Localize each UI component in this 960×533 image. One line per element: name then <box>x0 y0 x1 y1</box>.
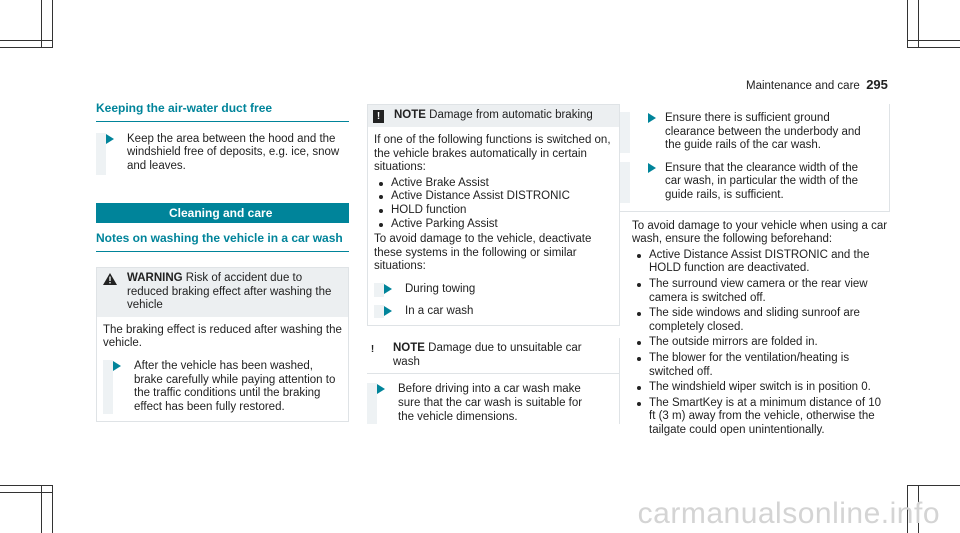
warning-label: WARNING <box>127 271 183 284</box>
step-ground-clearance <box>620 112 889 153</box>
function-list <box>374 177 613 231</box>
chapter-band: Cleaning and care <box>96 203 349 223</box>
bullet-icon <box>637 283 641 287</box>
list-item: Active Parking Assist <box>374 218 613 232</box>
crop-mark <box>52 0 53 48</box>
step-towing <box>374 283 613 297</box>
watermark: carmanualsonline.info <box>637 497 940 531</box>
step-bar <box>367 383 377 424</box>
step-car-wash <box>374 305 613 319</box>
crop-mark <box>0 485 52 486</box>
section-title-car-wash: Notes on washing the vehicle in a car wash <box>96 232 349 252</box>
warning-box <box>96 267 349 422</box>
bullet-icon <box>637 402 641 406</box>
column-right <box>620 104 890 437</box>
arrow-icon <box>384 284 392 294</box>
note-label: NOTE <box>394 109 426 121</box>
warning-step <box>103 360 342 414</box>
warning-triangle-icon <box>103 273 117 285</box>
step-text: In a car wash <box>405 304 474 317</box>
list-item: The outside mirrors are folded in. <box>632 336 890 350</box>
checklist <box>632 249 890 438</box>
car-wash-checklist <box>620 220 890 438</box>
crop-mark <box>907 40 960 41</box>
warning-head-text: Risk of accident due to reduced braking effect after washing the vehicle <box>127 271 332 312</box>
warning-head <box>97 268 348 317</box>
bullet-icon <box>637 386 641 390</box>
step-text: During towing <box>405 282 476 295</box>
arrow-icon <box>377 384 385 394</box>
column-middle <box>367 104 620 424</box>
crop-mark <box>0 40 52 41</box>
steps-box <box>620 104 890 212</box>
arrow-icon <box>648 113 656 123</box>
step-bar <box>374 283 384 297</box>
list-item: The blower for the ventilation/heating is switched off. <box>632 352 890 379</box>
crop-mark <box>0 47 52 48</box>
list-item: Active Brake Assist <box>374 177 613 191</box>
section-title-air-duct: Keeping the air-water duct free <box>96 102 349 122</box>
note-head-text: Damage from automatic braking <box>429 109 593 121</box>
note-head-text: Damage due to unsuitable car wash <box>393 342 582 368</box>
note-head <box>368 105 619 127</box>
note-box-automatic-braking <box>367 104 620 326</box>
note-exclamation-icon: ! <box>367 343 378 356</box>
crop-mark <box>0 492 52 493</box>
arrow-icon <box>648 163 656 173</box>
bullet-icon <box>379 182 383 186</box>
step-bar <box>620 162 630 203</box>
note-body <box>368 127 619 325</box>
step-text: Keep the area between the hood and the windshield free of deposits, e.g. ice, snow and leaves. <box>127 132 340 172</box>
step-clearance-width <box>620 162 889 203</box>
crop-mark <box>52 485 53 533</box>
list-item: Active Distance Assist DISTRONIC <box>374 190 613 204</box>
note-advice: To avoid damage to the vehicle, deactivate these systems in the following or similar situations: <box>374 233 592 273</box>
page-number: 295 <box>866 77 888 92</box>
list-item: The surround view camera or the rear view camera is switched off. <box>632 278 890 305</box>
step-air-duct <box>96 133 349 176</box>
step-bar <box>96 133 106 176</box>
bullet-icon <box>637 254 641 258</box>
note-intro: If one of the following functions is switched on, the vehicle brakes automatically in certain situations: <box>374 134 611 174</box>
note-label: NOTE <box>393 342 425 355</box>
step-text: Ensure that the clearance width of the car wash, in particular the width of the guide rails, is sufficient. <box>665 161 859 201</box>
bullet-icon <box>379 223 383 227</box>
running-header <box>746 78 888 94</box>
header-section: Maintenance and care <box>746 80 860 92</box>
arrow-icon <box>106 134 114 144</box>
bullet-icon <box>637 357 641 361</box>
arrow-icon <box>113 361 121 371</box>
crop-mark <box>907 47 960 48</box>
list-item: The windshield wiper switch is in position 0. <box>632 381 890 395</box>
step-before-driving <box>367 383 619 424</box>
warning-body <box>97 317 348 422</box>
arrow-icon <box>384 306 392 316</box>
note-head <box>367 338 609 373</box>
checklist-intro: To avoid damage to your vehicle when using a car wash, ensure the following beforehand: <box>632 219 888 246</box>
bullet-icon <box>637 312 641 316</box>
bullet-icon <box>637 341 641 345</box>
step-text: Ensure there is sufficient ground clearance between the underbody and the guide rails of the car wash. <box>665 112 861 152</box>
step-bar <box>103 360 113 414</box>
step-text: After the vehicle has been washed, brake carefully while paying attention to the traffic conditions until the braking effect has been fully restored. <box>134 359 336 413</box>
list-item: Active Distance Assist DISTRONIC and the HOLD function are deactivated. <box>632 249 890 276</box>
step-text: Before driving into a car wash make sure that the car wash is suitable for the vehicle dimensions. <box>398 383 583 423</box>
list-item: The SmartKey is at a minimum distance of 10 ft (3 m) away from the vehicle, otherwise the tailgate could open unintentionally. <box>632 397 890 438</box>
note-body <box>367 373 619 424</box>
crop-mark <box>907 485 960 486</box>
warning-body-text: The braking effect is reduced after washing the vehicle. <box>103 323 342 350</box>
step-bar <box>620 112 630 153</box>
note-box-unsuitable-wash <box>367 338 620 424</box>
step-bar <box>374 305 384 319</box>
bullet-icon <box>379 195 383 199</box>
column-left <box>96 102 349 422</box>
list-item: The side windows and sliding sunroof are completely closed. <box>632 307 890 334</box>
note-exclamation-icon: ! <box>373 110 384 123</box>
list-item: HOLD function <box>374 204 613 218</box>
bullet-icon <box>379 209 383 213</box>
